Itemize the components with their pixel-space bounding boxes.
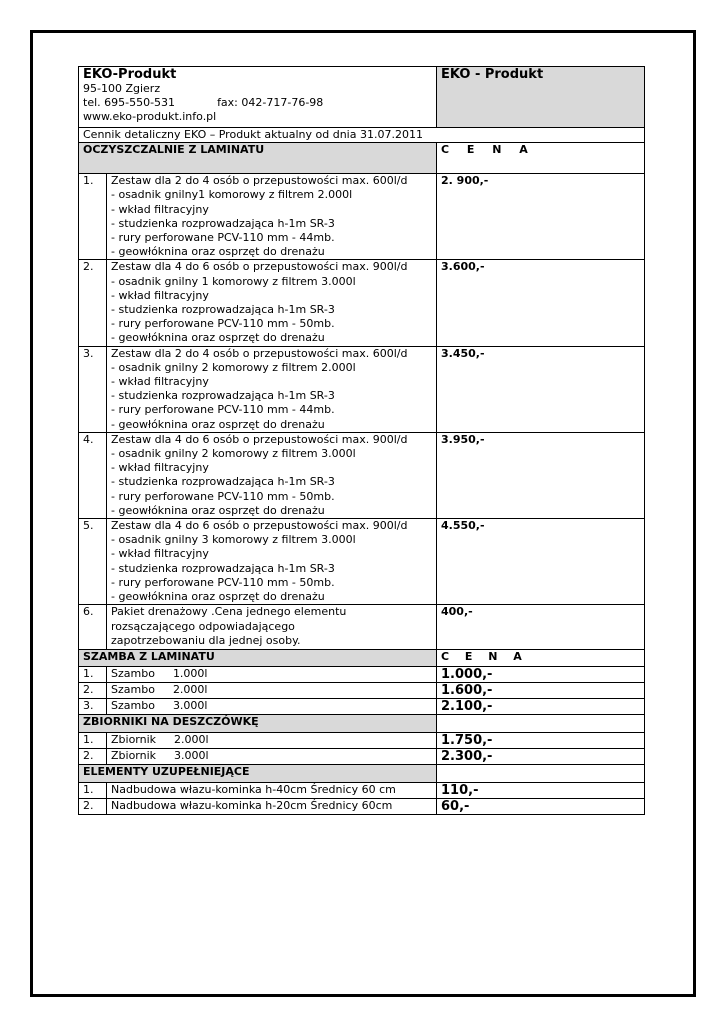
section-header xyxy=(79,143,645,174)
item-price: 400,- xyxy=(437,605,645,650)
item-description: Zestaw dla 4 do 6 osób o przepustowości max. 900l/d - osadnik gnilny 2 komorowy z filtrem 3.000l - wkład filtracyjny - studzienka rozprowadzająca h-1m SR-3 - rury perforowane PCV-110 mm - 50mb. - geowłóknina oraz osprzęt do drenażu xyxy=(107,432,437,518)
item-number: 1. xyxy=(79,733,107,749)
item-price: 1.750,- xyxy=(437,733,645,749)
empty-price-header xyxy=(437,765,645,783)
company-info xyxy=(79,67,437,128)
empty-price-header xyxy=(437,715,645,733)
section-title: ZBIORNIKI NA DESZCZÓWKĘ xyxy=(79,715,437,733)
table-row xyxy=(79,346,645,432)
company-name-right: EKO - Produkt xyxy=(441,67,544,82)
item-price: 2.300,- xyxy=(437,749,645,765)
section-title: OCZYSZCZALNIE Z LAMINATU xyxy=(79,143,437,174)
item-description: Zbiornik 3.000l xyxy=(107,749,437,765)
item-number: 3. xyxy=(79,699,107,715)
item-number: 6. xyxy=(79,605,107,650)
item-description: Pakiet drenażowy .Cena jednego elementu rozsączającego odpowiadającego zapotrzebowaniu dla jednej osoby. xyxy=(107,605,437,650)
table-row xyxy=(79,799,645,815)
item-price: 4.550,- xyxy=(437,519,645,605)
company-address: 95-100 Zgierz xyxy=(83,82,161,95)
section-header xyxy=(79,765,645,783)
item-number: 3. xyxy=(79,346,107,432)
company-phone: tel. 695-550-531 xyxy=(83,96,176,110)
item-description: Zestaw dla 4 do 6 osób o przepustowości max. 900l/d - osadnik gnilny 3 komorowy z filtrem 3.000l - wkład filtracyjny - studzienka rozprowadzająca h-1m SR-3 - rury perforowane PCV-110 mm - 50mb. - geowłóknina oraz osprzęt do drenażu xyxy=(107,519,437,605)
table-row xyxy=(79,749,645,765)
section-header xyxy=(79,715,645,733)
table-row xyxy=(79,667,645,683)
header-row xyxy=(79,67,645,128)
item-price: 1.000,- xyxy=(437,667,645,683)
item-number: 2. xyxy=(79,799,107,815)
item-description: Nadbudowa włazu-kominka h-20cm Średnicy 60cm xyxy=(107,799,437,815)
item-number: 2. xyxy=(79,749,107,765)
section-title: ELEMENTY UZUPEŁNIEJĄCE xyxy=(79,765,437,783)
item-description: Szambo 2.000l xyxy=(107,683,437,699)
table-row xyxy=(79,683,645,699)
item-description: Zestaw dla 4 do 6 osób o przepustowości max. 900l/d - osadnik gnilny 1 komorowy z filtrem 3.000l - wkład filtracyjny - studzienka rozprowadzająca h-1m SR-3 - rury perforowane PCV-110 mm - 50mb. - geowłóknina oraz osprzęt do drenażu xyxy=(107,260,437,346)
price-column-header: C E N A xyxy=(437,650,645,667)
item-price: 2. 900,- xyxy=(437,174,645,260)
item-description: Nadbudowa włazu-kominka h-40cm Średnicy 60 cm xyxy=(107,783,437,799)
price-list-table xyxy=(78,66,645,815)
price-column-header: C E N A xyxy=(437,143,645,174)
table-row xyxy=(79,519,645,605)
item-description: Zestaw dla 2 do 4 osób o przepustowości max. 600l/d - osadnik gnilny1 komorowy z filtrem 2.000l - wkład filtracyjny - studzienka rozprowadzająca h-1m SR-3 - rury perforowane PCV-110 mm - 44mb. - geowłóknina oraz osprzęt do drenażu xyxy=(107,174,437,260)
company-website[interactable]: www.eko-produkt.info.pl xyxy=(83,110,217,124)
company-name-right-cell xyxy=(437,67,645,128)
item-description: Zbiornik 2.000l xyxy=(107,733,437,749)
section-title: SZAMBA Z LAMINATU xyxy=(79,650,437,667)
table-row xyxy=(79,783,645,799)
item-price: 3.450,- xyxy=(437,346,645,432)
item-number: 1. xyxy=(79,783,107,799)
item-price: 3.950,- xyxy=(437,432,645,518)
item-number: 4. xyxy=(79,432,107,518)
item-price: 3.600,- xyxy=(437,260,645,346)
table-row xyxy=(79,605,645,650)
item-description: Zestaw dla 2 do 4 osób o przepustowości max. 600l/d - osadnik gnilny 2 komorowy z filtrem 2.000l - wkład filtracyjny - studzienka rozprowadzająca h-1m SR-3 - rury perforowane PCV-110 mm - 44mb. - geowłóknina oraz osprzęt do drenażu xyxy=(107,346,437,432)
table-row xyxy=(79,432,645,518)
item-number: 1. xyxy=(79,174,107,260)
table-row xyxy=(79,699,645,715)
item-price: 110,- xyxy=(437,783,645,799)
pricelist-note: Cennik detaliczny EKO – Produkt aktualny od dnia 31.07.2011 xyxy=(79,128,645,143)
item-number: 2. xyxy=(79,260,107,346)
table-row xyxy=(79,260,645,346)
table-row xyxy=(79,174,645,260)
item-price: 60,- xyxy=(437,799,645,815)
item-number: 2. xyxy=(79,683,107,699)
item-price: 2.100,- xyxy=(437,699,645,715)
company-name: EKO-Produkt xyxy=(83,67,177,82)
item-number: 5. xyxy=(79,519,107,605)
item-description: Szambo 3.000l xyxy=(107,699,437,715)
table-row xyxy=(79,733,645,749)
item-description: Szambo 1.000l xyxy=(107,667,437,683)
item-number: 1. xyxy=(79,667,107,683)
item-price: 1.600,- xyxy=(437,683,645,699)
company-fax: fax: 042-717-76-98 xyxy=(217,96,324,110)
section-header xyxy=(79,650,645,667)
